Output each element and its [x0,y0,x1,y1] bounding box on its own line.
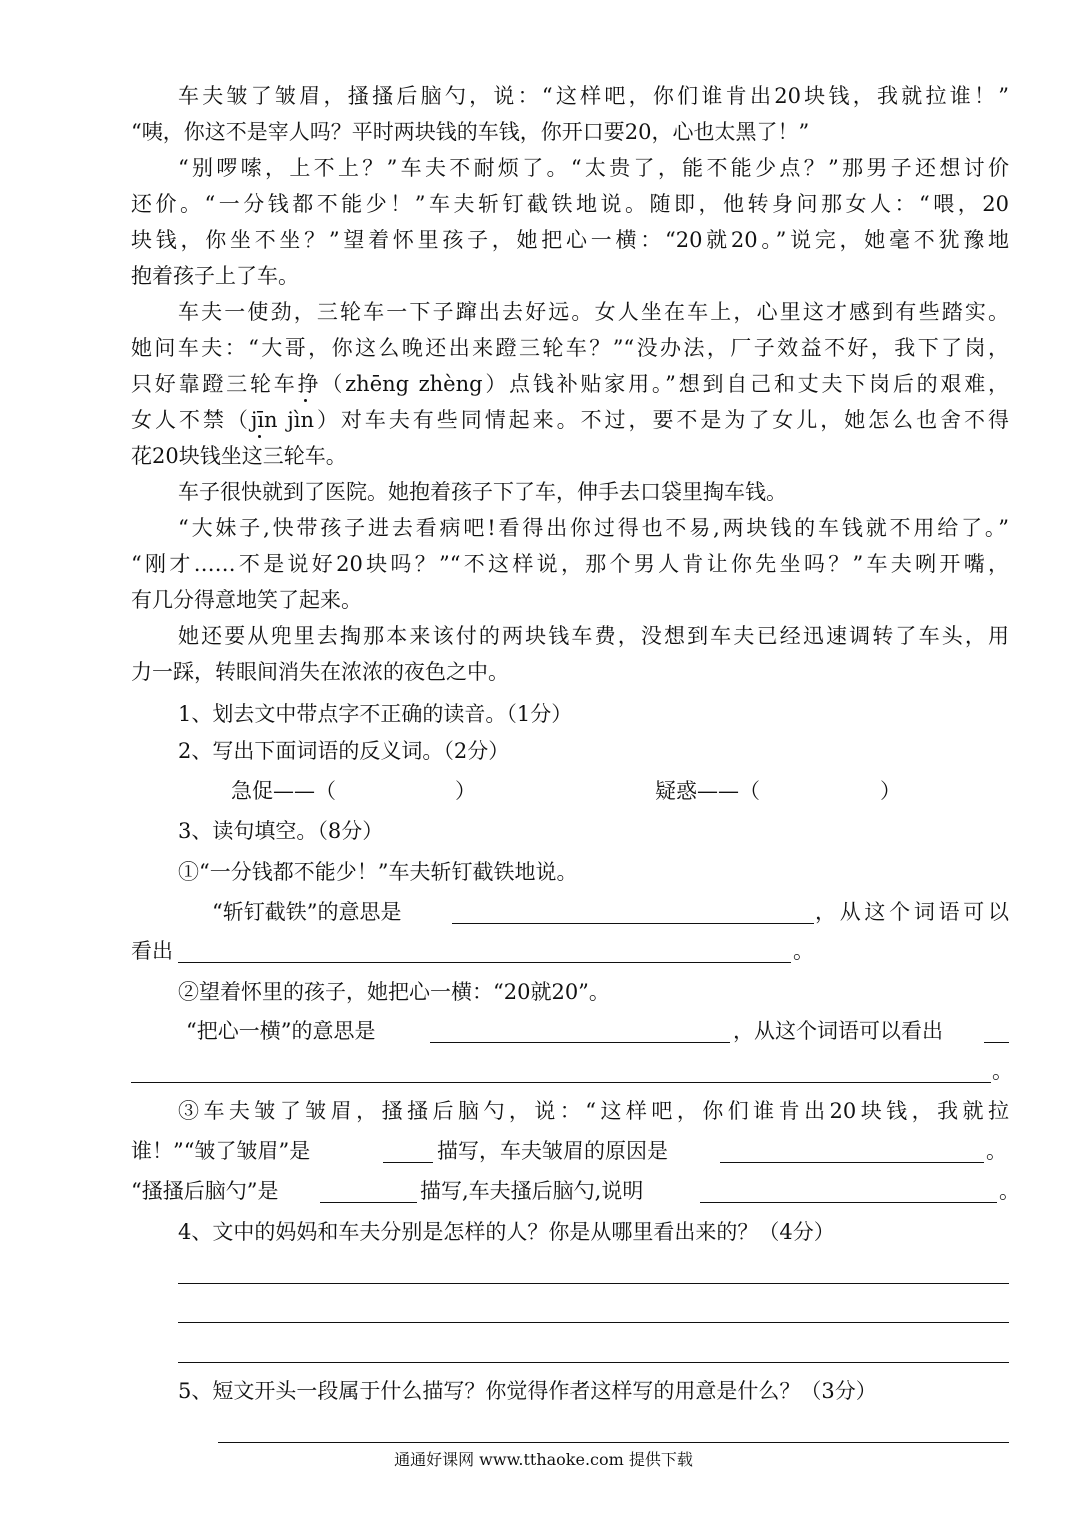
q3-2-infer-blank-end[interactable] [984,1042,1009,1043]
passage-line-14: “刚才……不是说好20块吗？”“不这样说，那个男人肯让你先坐吗？”车夫咧开嘴， [131,552,1009,576]
q4-answer-line-2[interactable] [178,1322,1009,1323]
q3-3-scratch-type-blank[interactable] [320,1202,417,1203]
q3-1-meaning-blank[interactable] [452,923,814,924]
q3-3-scratch-label: “搔搔后脑勺”是 [131,1179,279,1203]
passage-line-2: “咦，你这不是宰人吗？平时两块钱的车钱，你开口要20，心也太黑了！” [131,120,810,144]
question-1: 1、划去文中带点字不正确的读音。（1分） [178,702,573,726]
passage-line-12: 车子很快就到了医院。她抱着孩子下了车，伸手去口袋里掏车钱。 [178,480,787,504]
antonym-prompt-2: 疑惑——（ [655,779,760,803]
q3-1-meaning-label: “斩钉截铁”的意思是 [212,900,402,924]
q3-1-see-blank[interactable] [178,962,791,963]
passage-line-13: “大妹子,快带孩子进去看病吧!看得出你过得也不易,两块钱的车钱就不用给了。” [178,516,1009,540]
question-3-item-3: ③车夫皱了皱眉，搔搔后脑勺，说：“这样吧，你们谁肯出20块钱，我就拉 [178,1099,1009,1123]
antonym-answer-1[interactable] [370,776,450,806]
passage-line-4: 还价。“一分钱都不能少！”车夫斩钉截铁地说。随即，他转身问那女人：“喂，20 [131,192,1009,216]
antonym-prompt-1: 急促——（ [231,779,336,803]
emphasis-dot-jin [258,435,261,438]
passage-line-9: 只好靠蹬三轮车挣（zhēng zhèng）点钱补贴家用。”想到自己和丈夫下岗后的艰难， [131,372,1009,396]
q4-answer-line-3[interactable] [178,1362,1009,1363]
passage-line-5: 块钱，你坐不坐？”望着怀里孩子，她把心一横：“20就20。”说完，她毫不犹豫地 [131,228,1009,252]
q3-1-period: 。 [793,939,814,963]
q3-1-see-label: 看出 [131,939,173,963]
q3-3-scratch-explain-label: 描写,车夫搔后脑勺,说明 [420,1179,644,1203]
passage-line-6: 抱着孩子上了车。 [131,264,299,288]
question-3: 3、读句填空。（8分） [178,819,384,843]
question-3-item-1: ①“一分钱都不能少！”车夫斩钉截铁地说。 [178,860,578,884]
passage-line-8: 她问车夫：“大哥，你这么晚还出来蹬三轮车？”“没办法，厂子效益不好，我下了岗， [131,336,1009,360]
q3-3-scratch-explain-blank[interactable] [700,1202,997,1203]
q3-3-period-2: 。 [999,1179,1020,1203]
q3-3-period-1: 。 [986,1139,1007,1163]
q3-3-frown-reason-blank[interactable] [720,1162,984,1163]
q3-3-frown-label: 谁！”“皱了皱眉”是 [131,1139,311,1163]
question-5: 5、短文开头一段属于什么描写？你觉得作者这样写的用意是什么？（3分） [178,1379,877,1403]
q3-2-meaning-label: “把心一横”的意思是 [186,1019,376,1043]
q3-2-meaning-blank[interactable] [430,1042,730,1043]
q3-2-period: 。 [992,1059,1013,1083]
passage-line-1: 车夫皱了皱眉，搔搔后脑勺，说：“这样吧，你们谁肯出20块钱，我就拉谁！” [178,84,1009,108]
passage-line-11: 花20块钱坐这三轮车。 [131,444,347,468]
passage-line-10: 女人不禁（jīn jìn）对车夫有些同情起来。不过，要不是为了女儿，她怎么也舍不得 [131,408,1009,432]
q3-2-infer-blank[interactable] [131,1082,991,1083]
passage-line-17: 力一踩，转眼间消失在浓浓的夜色之中。 [131,660,509,684]
passage-line-7: 车夫一使劲，三轮车一下子蹿出去好远。女人坐在车上，心里这才感到有些踏实。 [178,300,1009,324]
q3-1-infer-label: ，从这个词语可以 [815,900,1009,924]
passage-line-16: 她还要从兜里去掏那本来该付的两块钱车费，没想到车夫已经迅速调转了车头，用 [178,624,1009,648]
q3-2-infer-label: ，从这个词语可以看出 [733,1019,943,1043]
question-3-item-2: ②望着怀里的孩子，她把心一横：“20就20”。 [178,980,610,1004]
q5-answer-line-1[interactable] [218,1442,1009,1443]
q3-3-frown-type-blank[interactable] [383,1162,433,1163]
emphasis-dot-zheng [304,399,307,402]
question-4: 4、文中的妈妈和车夫分别是怎样的人？你是从哪里看出来的？（4分） [178,1220,835,1244]
q3-3-frown-reason-label: 描写，车夫皱眉的原因是 [437,1139,668,1163]
antonym-close-1: ） [455,779,476,803]
question-2: 2、写出下面词语的反义词。（2分） [178,739,510,763]
passage-line-3: “别啰嗦，上不上？”车夫不耐烦了。“太贵了，能不能少点？”那男子还想讨价 [178,156,1009,180]
q4-answer-line-1[interactable] [178,1283,1009,1284]
antonym-answer-2[interactable] [795,776,875,806]
antonym-close-2: ） [880,779,901,803]
passage-line-15: 有几分得意地笑了起来。 [131,588,362,612]
page-footer: 通通好课网 www.tthaoke.com 提供下载 [394,1450,693,1469]
